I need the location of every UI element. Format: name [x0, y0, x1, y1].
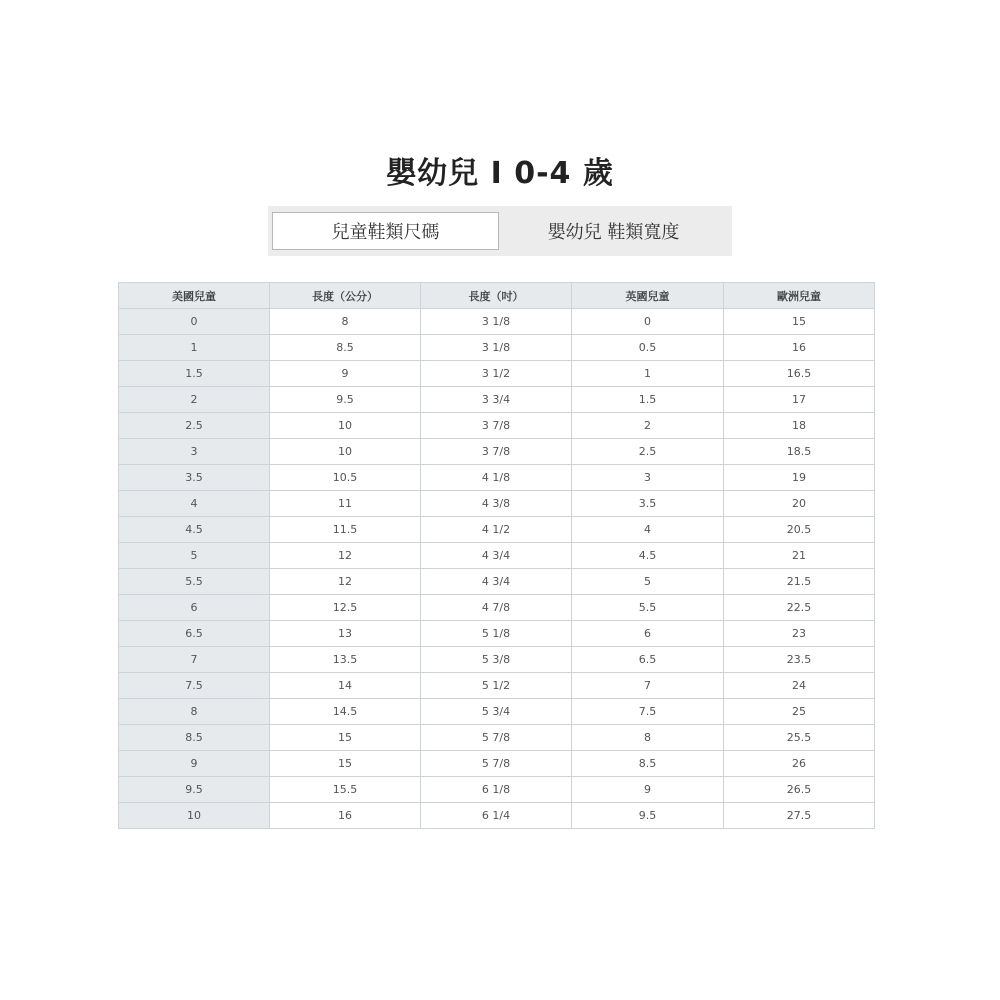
- cell-length-in: 5 3/8: [421, 647, 572, 673]
- cell-us-kids: 4: [119, 491, 270, 517]
- cell-length-cm: 16: [270, 803, 421, 829]
- table-row: [119, 413, 875, 439]
- cell-uk-kids: 6.5: [572, 647, 724, 673]
- cell-us-kids: 7.5: [119, 673, 270, 699]
- table-row: [119, 569, 875, 595]
- cell-length-cm: 15: [270, 751, 421, 777]
- cell-us-kids: 9: [119, 751, 270, 777]
- cell-length-cm: 13: [270, 621, 421, 647]
- table-row: [119, 465, 875, 491]
- cell-eu-kids: 22.5: [724, 595, 875, 621]
- cell-length-in: 5 7/8: [421, 725, 572, 751]
- cell-eu-kids: 25: [724, 699, 875, 725]
- cell-us-kids: 5.5: [119, 569, 270, 595]
- cell-length-cm: 11.5: [270, 517, 421, 543]
- cell-eu-kids: 20: [724, 491, 875, 517]
- cell-uk-kids: 8.5: [572, 751, 724, 777]
- cell-length-in: 4 7/8: [421, 595, 572, 621]
- cell-eu-kids: 23: [724, 621, 875, 647]
- tab-kids-shoe-sizes[interactable]: 兒童鞋類尺碼: [272, 212, 499, 250]
- cell-length-cm: 8.5: [270, 335, 421, 361]
- cell-uk-kids: 2: [572, 413, 724, 439]
- cell-length-in: 4 1/2: [421, 517, 572, 543]
- size-chart-table: [118, 282, 875, 829]
- cell-length-in: 6 1/4: [421, 803, 572, 829]
- cell-eu-kids: 19: [724, 465, 875, 491]
- cell-us-kids: 7: [119, 647, 270, 673]
- table-row: [119, 673, 875, 699]
- cell-eu-kids: 16.5: [724, 361, 875, 387]
- cell-uk-kids: 0: [572, 309, 724, 335]
- table-body: [119, 309, 875, 829]
- table-row: [119, 803, 875, 829]
- cell-length-in: 3 7/8: [421, 413, 572, 439]
- cell-length-in: 5 1/8: [421, 621, 572, 647]
- cell-uk-kids: 8: [572, 725, 724, 751]
- table-row: [119, 517, 875, 543]
- table-row: [119, 621, 875, 647]
- cell-eu-kids: 27.5: [724, 803, 875, 829]
- cell-length-in: 5 3/4: [421, 699, 572, 725]
- cell-uk-kids: 1: [572, 361, 724, 387]
- table-row: [119, 361, 875, 387]
- column-header-uk-kids: 英國兒童: [572, 283, 724, 309]
- cell-eu-kids: 15: [724, 309, 875, 335]
- cell-us-kids: 6.5: [119, 621, 270, 647]
- cell-uk-kids: 6: [572, 621, 724, 647]
- cell-length-cm: 15: [270, 725, 421, 751]
- table-row: [119, 751, 875, 777]
- cell-length-cm: 10: [270, 413, 421, 439]
- cell-uk-kids: 5: [572, 569, 724, 595]
- cell-us-kids: 1.5: [119, 361, 270, 387]
- cell-length-in: 3 3/4: [421, 387, 572, 413]
- cell-uk-kids: 3.5: [572, 491, 724, 517]
- cell-length-in: 6 1/8: [421, 777, 572, 803]
- cell-eu-kids: 23.5: [724, 647, 875, 673]
- cell-eu-kids: 21.5: [724, 569, 875, 595]
- cell-uk-kids: 5.5: [572, 595, 724, 621]
- table-row: [119, 543, 875, 569]
- table-row: [119, 387, 875, 413]
- cell-length-cm: 12: [270, 569, 421, 595]
- cell-eu-kids: 16: [724, 335, 875, 361]
- cell-length-cm: 14.5: [270, 699, 421, 725]
- table-row: [119, 699, 875, 725]
- column-header-length-in: 長度（吋）: [421, 283, 572, 309]
- cell-eu-kids: 26: [724, 751, 875, 777]
- cell-length-in: 3 1/8: [421, 335, 572, 361]
- tab-infant-shoe-widths[interactable]: 嬰幼兒 鞋類寬度: [547, 222, 680, 243]
- cell-us-kids: 2.5: [119, 413, 270, 439]
- cell-eu-kids: 18.5: [724, 439, 875, 465]
- cell-uk-kids: 9: [572, 777, 724, 803]
- cell-us-kids: 9.5: [119, 777, 270, 803]
- cell-length-cm: 10.5: [270, 465, 421, 491]
- cell-us-kids: 5: [119, 543, 270, 569]
- size-tabbar: [268, 206, 732, 256]
- cell-eu-kids: 26.5: [724, 777, 875, 803]
- page-title: 嬰幼兒 I 0-4 歲: [386, 156, 614, 191]
- cell-length-cm: 11: [270, 491, 421, 517]
- column-header-eu-kids: 歐洲兒童: [724, 283, 875, 309]
- cell-uk-kids: 3: [572, 465, 724, 491]
- cell-eu-kids: 18: [724, 413, 875, 439]
- cell-uk-kids: 2.5: [572, 439, 724, 465]
- cell-length-in: 4 1/8: [421, 465, 572, 491]
- cell-length-cm: 8: [270, 309, 421, 335]
- table-row: [119, 725, 875, 751]
- table-header-row: [119, 283, 875, 309]
- cell-eu-kids: 24: [724, 673, 875, 699]
- cell-us-kids: 4.5: [119, 517, 270, 543]
- cell-us-kids: 6: [119, 595, 270, 621]
- cell-us-kids: 10: [119, 803, 270, 829]
- cell-us-kids: 2: [119, 387, 270, 413]
- cell-length-in: 5 7/8: [421, 751, 572, 777]
- cell-length-cm: 9: [270, 361, 421, 387]
- cell-length-cm: 14: [270, 673, 421, 699]
- table-row: [119, 309, 875, 335]
- cell-length-cm: 9.5: [270, 387, 421, 413]
- cell-us-kids: 3.5: [119, 465, 270, 491]
- table-row: [119, 439, 875, 465]
- cell-length-in: 4 3/4: [421, 569, 572, 595]
- table-row: [119, 335, 875, 361]
- cell-eu-kids: 17: [724, 387, 875, 413]
- cell-us-kids: 3: [119, 439, 270, 465]
- cell-us-kids: 8.5: [119, 725, 270, 751]
- cell-uk-kids: 4: [572, 517, 724, 543]
- cell-us-kids: 0: [119, 309, 270, 335]
- cell-length-cm: 15.5: [270, 777, 421, 803]
- cell-length-cm: 12.5: [270, 595, 421, 621]
- cell-uk-kids: 1.5: [572, 387, 724, 413]
- cell-eu-kids: 25.5: [724, 725, 875, 751]
- cell-length-cm: 12: [270, 543, 421, 569]
- column-header-length-cm: 長度（公分）: [270, 283, 421, 309]
- column-header-us-kids: 美國兒童: [119, 283, 270, 309]
- cell-length-in: 5 1/2: [421, 673, 572, 699]
- cell-us-kids: 1: [119, 335, 270, 361]
- cell-eu-kids: 20.5: [724, 517, 875, 543]
- cell-length-in: 3 7/8: [421, 439, 572, 465]
- cell-length-cm: 13.5: [270, 647, 421, 673]
- table-row: [119, 777, 875, 803]
- cell-length-in: 4 3/4: [421, 543, 572, 569]
- cell-length-in: 3 1/2: [421, 361, 572, 387]
- cell-uk-kids: 4.5: [572, 543, 724, 569]
- cell-eu-kids: 21: [724, 543, 875, 569]
- cell-length-in: 4 3/8: [421, 491, 572, 517]
- cell-length-cm: 10: [270, 439, 421, 465]
- table-row: [119, 647, 875, 673]
- table-row: [119, 491, 875, 517]
- cell-uk-kids: 7.5: [572, 699, 724, 725]
- cell-uk-kids: 9.5: [572, 803, 724, 829]
- cell-uk-kids: 0.5: [572, 335, 724, 361]
- cell-length-in: 3 1/8: [421, 309, 572, 335]
- cell-uk-kids: 7: [572, 673, 724, 699]
- cell-us-kids: 8: [119, 699, 270, 725]
- table-row: [119, 595, 875, 621]
